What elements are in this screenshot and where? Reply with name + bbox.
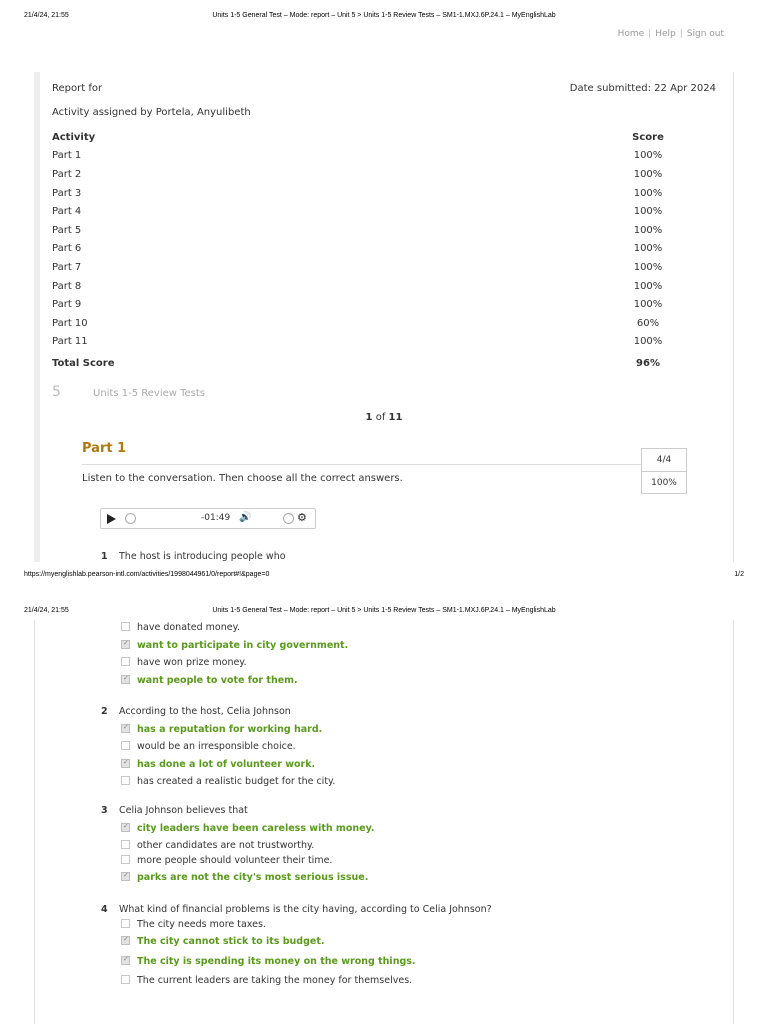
activity-name: Part 2 xyxy=(52,168,82,180)
assigned-by: Activity assigned by Portela, Anyulibeth xyxy=(52,107,251,118)
pager xyxy=(0,412,768,423)
audio-time: -01:49 xyxy=(201,513,231,523)
answer-option[interactable] xyxy=(121,823,375,834)
checkbox-checked-icon[interactable] xyxy=(121,759,130,768)
score-row xyxy=(52,258,678,277)
score-row xyxy=(52,184,678,203)
question-text: The host is introducing people who xyxy=(119,551,286,562)
activity-name: Part 7 xyxy=(52,261,82,273)
question-number: 1 xyxy=(101,551,108,562)
answer-option[interactable] xyxy=(121,872,368,883)
total-score-label: Total Score xyxy=(52,357,115,369)
answer-option-text: has a reputation for working hard. xyxy=(137,724,323,735)
question-number: 2 xyxy=(101,706,108,717)
column-score: Score xyxy=(632,131,664,143)
checkbox-icon[interactable] xyxy=(121,855,130,864)
checkbox-icon[interactable] xyxy=(121,741,130,750)
activity-score: 100% xyxy=(633,206,663,218)
answer-option-text: parks are not the city's most serious issue. xyxy=(137,872,369,883)
activity-score: 60% xyxy=(636,317,660,329)
activity-score: 100% xyxy=(633,299,663,311)
audio-player xyxy=(100,508,316,529)
question-number: 4 xyxy=(101,904,108,915)
answer-option-text: The city needs more taxes. xyxy=(137,919,266,930)
answer-option-text: want to participate in city government. xyxy=(137,640,349,651)
score-row xyxy=(52,221,678,240)
part-score-box xyxy=(641,448,687,494)
score-row xyxy=(52,277,678,296)
checkbox-checked-icon[interactable] xyxy=(121,640,130,649)
pager-current: 1 xyxy=(365,412,373,423)
volume-icon[interactable]: 🔊 xyxy=(239,512,252,523)
checkbox-checked-icon[interactable] xyxy=(121,675,130,684)
question-text: What kind of financial problems is the city having, according to Celia Johnson? xyxy=(119,904,492,915)
answer-option-text: city leaders have been careless with money. xyxy=(137,823,375,834)
part-score-percent: 100% xyxy=(651,478,677,488)
checkbox-icon[interactable] xyxy=(121,975,130,984)
answer-option-text: have won prize money. xyxy=(137,657,247,668)
nav-separator: | xyxy=(648,29,652,39)
total-score-row xyxy=(52,351,678,375)
answer-option-text: more people should volunteer their time. xyxy=(137,855,333,866)
activity-name: Part 11 xyxy=(52,336,88,348)
part-score-fraction: 4/4 xyxy=(642,449,686,472)
answer-option-text: has done a lot of volunteer work. xyxy=(137,759,316,770)
activity-score: 100% xyxy=(633,261,663,273)
unit-number: 5 xyxy=(52,384,61,400)
part-title: Part 1 xyxy=(82,441,127,456)
answer-option[interactable] xyxy=(121,640,348,651)
print-url: https://myenglishlab.pearson-intl.com/activities/1998044961/0/report#!&page=0 xyxy=(24,571,270,578)
activity-name: Part 9 xyxy=(52,299,82,311)
checkbox-icon[interactable] xyxy=(121,657,130,666)
progress-knob[interactable] xyxy=(125,513,136,524)
nav-separator: | xyxy=(679,29,683,39)
print-title: Units 1-5 General Test – Mode: report – Unit 5 > Units 1-5 Review Tests – SM1-1.MXJ.6P.24.1 – MyEnglishLab xyxy=(212,607,556,614)
answer-option[interactable] xyxy=(121,975,412,986)
answer-option[interactable] xyxy=(121,759,315,770)
unit-name-link[interactable]: Units 1-5 Review Tests xyxy=(93,388,206,399)
answer-option-text: would be an irresponsible choice. xyxy=(137,741,296,752)
answer-option-text: has created a realistic budget for the city. xyxy=(137,776,336,787)
divider xyxy=(82,464,642,465)
answer-option[interactable] xyxy=(121,956,416,967)
activity-name: Part 1 xyxy=(52,150,82,162)
answer-option[interactable] xyxy=(121,675,298,686)
answer-option-text: The city cannot stick to its budget. xyxy=(137,936,325,947)
activity-name: Part 10 xyxy=(52,317,88,329)
activity-score: 100% xyxy=(633,150,663,162)
score-row xyxy=(52,295,678,314)
answer-option[interactable] xyxy=(121,936,324,947)
pager-of: of xyxy=(375,412,386,423)
report-for-label: Report for xyxy=(52,83,103,94)
answer-option[interactable] xyxy=(121,855,332,866)
score-row xyxy=(52,333,678,352)
answer-option[interactable] xyxy=(121,776,335,787)
play-icon[interactable] xyxy=(107,514,116,524)
answer-option-text: The city is spending its money on the wrong things. xyxy=(137,956,416,967)
activity-name: Part 4 xyxy=(52,206,82,218)
answer-option[interactable] xyxy=(121,657,247,668)
column-activity: Activity xyxy=(52,131,96,143)
question-text: Celia Johnson believes that xyxy=(119,805,248,816)
activity-name: Part 8 xyxy=(52,280,82,292)
help-link[interactable]: Help xyxy=(655,29,676,39)
answer-option-text: want people to vote for them. xyxy=(137,675,298,686)
activity-score: 100% xyxy=(633,168,663,180)
checkbox-checked-icon[interactable] xyxy=(121,823,130,832)
answer-option[interactable] xyxy=(121,622,240,633)
checkbox-icon[interactable] xyxy=(121,840,130,849)
activity-name: Part 5 xyxy=(52,224,82,236)
top-nav xyxy=(618,29,724,39)
part-instruction: Listen to the conversation. Then choose all the correct answers. xyxy=(82,473,403,484)
answer-option[interactable] xyxy=(121,840,314,851)
activity-score: 100% xyxy=(633,243,663,255)
answer-option[interactable] xyxy=(121,724,322,735)
sign-out-link[interactable]: Sign out xyxy=(686,29,724,39)
activity-score: 100% xyxy=(633,336,663,348)
checkbox-checked-icon[interactable] xyxy=(121,956,130,965)
checkbox-icon[interactable] xyxy=(121,919,130,928)
print-header xyxy=(24,607,744,619)
volume-knob[interactable] xyxy=(283,513,294,524)
answer-option-text: The current leaders are taking the money for themselves. xyxy=(137,975,413,986)
answer-option[interactable] xyxy=(121,919,266,930)
print-page-number: 1/2 xyxy=(734,571,744,578)
score-row xyxy=(52,147,678,166)
answer-option[interactable] xyxy=(121,741,296,752)
print-footer xyxy=(24,571,744,583)
print-title: Units 1-5 General Test – Mode: report – Unit 5 > Units 1-5 Review Tests – SM1-1.MXJ.6P.24.1 – MyEnglishLab xyxy=(212,12,556,19)
activity-name: Part 6 xyxy=(52,243,82,255)
home-link[interactable]: Home xyxy=(617,29,645,39)
score-table-header xyxy=(52,128,678,147)
activity-score: 100% xyxy=(633,280,663,292)
question-number: 3 xyxy=(101,805,108,816)
checkbox-checked-icon[interactable] xyxy=(121,872,130,881)
score-row xyxy=(52,314,678,333)
print-date: 21/4/24, 21:55 xyxy=(24,12,69,19)
pager-total: 11 xyxy=(388,412,403,423)
print-header xyxy=(24,12,744,24)
checkbox-icon[interactable] xyxy=(121,622,130,631)
gear-icon[interactable]: ⚙ xyxy=(297,511,307,524)
activity-score: 100% xyxy=(633,224,663,236)
checkbox-checked-icon[interactable] xyxy=(121,724,130,733)
answer-option-text: other candidates are not trustworthy. xyxy=(137,840,315,851)
score-row xyxy=(52,202,678,221)
score-row xyxy=(52,165,678,184)
score-row xyxy=(52,240,678,259)
activity-score: 100% xyxy=(633,187,663,199)
checkbox-icon[interactable] xyxy=(121,776,130,785)
question-text: According to the host, Celia Johnson xyxy=(119,706,291,717)
print-date: 21/4/24, 21:55 xyxy=(24,607,69,614)
score-table xyxy=(52,128,678,375)
activity-name: Part 3 xyxy=(52,187,82,199)
checkbox-checked-icon[interactable] xyxy=(121,936,130,945)
date-submitted: Date submitted: 22 Apr 2024 xyxy=(569,83,716,94)
answer-option-text: have donated money. xyxy=(137,622,240,633)
total-score-value: 96% xyxy=(636,357,660,369)
